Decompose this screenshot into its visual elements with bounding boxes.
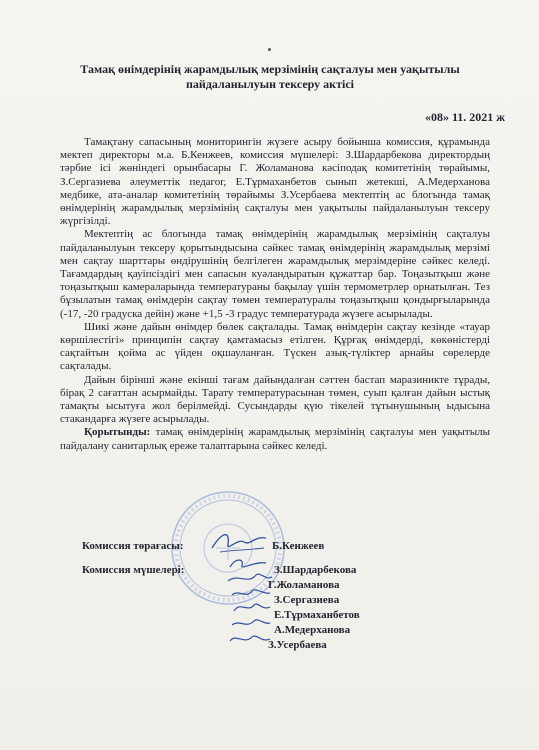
conclusion-paragraph (60, 426, 490, 452)
paragraph-1: Тамақтану сапасының мониторингін жүзеге асыру бойынша комиссия, құрамында мектеп директоры м.а. Б.Кенжеев, комиссия мүшелері: З.Шардарбекова директордың тәрбие ісі жөніндегі орынбасары Г. Жоламанова кәсіподақ комитетінің төрайымы, З.Сергазиева әлеуметтік педагог, Е.Тұрмаханбетов сынып жетекшi, А.Медерханова медбике, ата-аналар комитетінің төрайымы З.Усербаева мектептің ас блогында тамақ өнімдерінің жарамдылық мерзімінің сақталуы мен уақытылы пайдаланылуын тексеру жүргізілді. (60, 136, 490, 228)
member-name: З.Усербаева (268, 639, 327, 651)
paragraph-2: Мектептің ас блогында тамақ өнімдерінің жарамдылық мерзімінің сақталуы пайдаланылуын тексеру қорытындысына сәйкес тамақ өнімдерінің жарамдылық мерзімі мен сақтау шарттары өндірушінің белгілеген жарамдылық мерзімдеріне сәйкес келеді. Тағамдардың қауіпсіздігі мен сапасын куәландыратын құжаттар бар. Тоңазытқыш және тоңазытқыш камераларында температураны бақылау үшін термометрлер орнатылған. Тез бұзылатын тамақ өнімдерін сақтау төмен температуралы тоңазытқыш қондырғыларында (-17, -20 градуска дейін) және +1,5 -3 градус температурада жүзеге асырылады. (60, 228, 490, 320)
member-name: З.Шардарбекова (274, 564, 357, 576)
document-title: Тамақ өнімдерінің жарамдылық мерзімінің сақталуы мен уақытылы пайдаланылуын тексеру актісі (80, 62, 460, 91)
chair-label: Комиссия төрағасы: (82, 540, 184, 552)
member-signatures (226, 555, 274, 655)
members-label: Комиссия мүшелері: (82, 564, 185, 576)
member-name: Е.Тұрмаханбетов (274, 609, 360, 621)
chair-name: Б.Кенжеев (272, 540, 325, 552)
member-name: Г.Жоламанова (268, 579, 340, 591)
member-name: З.Сергазиева (274, 594, 340, 606)
conclusion-label: Қорытынды: (84, 426, 151, 439)
document-body (60, 136, 490, 453)
paragraph-3: Шикі және дайын өнімдер бөлек сақталады. Тамақ өнімдерін сақтау кезінде «тауар көршілестігі» принципін сақтау қамтамасыз етілген. Құрғақ өнімдерді, көкөністерді сақтайтын қойма ас үйден оқшауланған. Түскен азық-түліктер арнайы сөрелерде сақталады. (60, 320, 490, 373)
punch-mark (268, 48, 271, 51)
member-name: А.Медерханова (274, 624, 351, 636)
document-date: «08» 11. 2021 ж (424, 110, 505, 124)
conclusion-text: тамақ өнімдерінің жарамдылық мерзімінің сақталуы мен уақытылы пайдалану санитарлық ереже талаптарына сәйкес келеді. (60, 426, 490, 452)
paragraph-4: Дайын бірінші және екінші тағам дайындалған сәттен бастап маразиникте тұрады, бірақ 2 сағаттан асырмайды. Тарату температурасынан төмен, суып қалған дайын ыстық тамақты ысытуға жол берілмейді. Сусындарды қүю тікелей тұтынушының ыдысына стакандарға жүзеге асырылады. (60, 373, 490, 426)
chair-signature (208, 528, 272, 556)
